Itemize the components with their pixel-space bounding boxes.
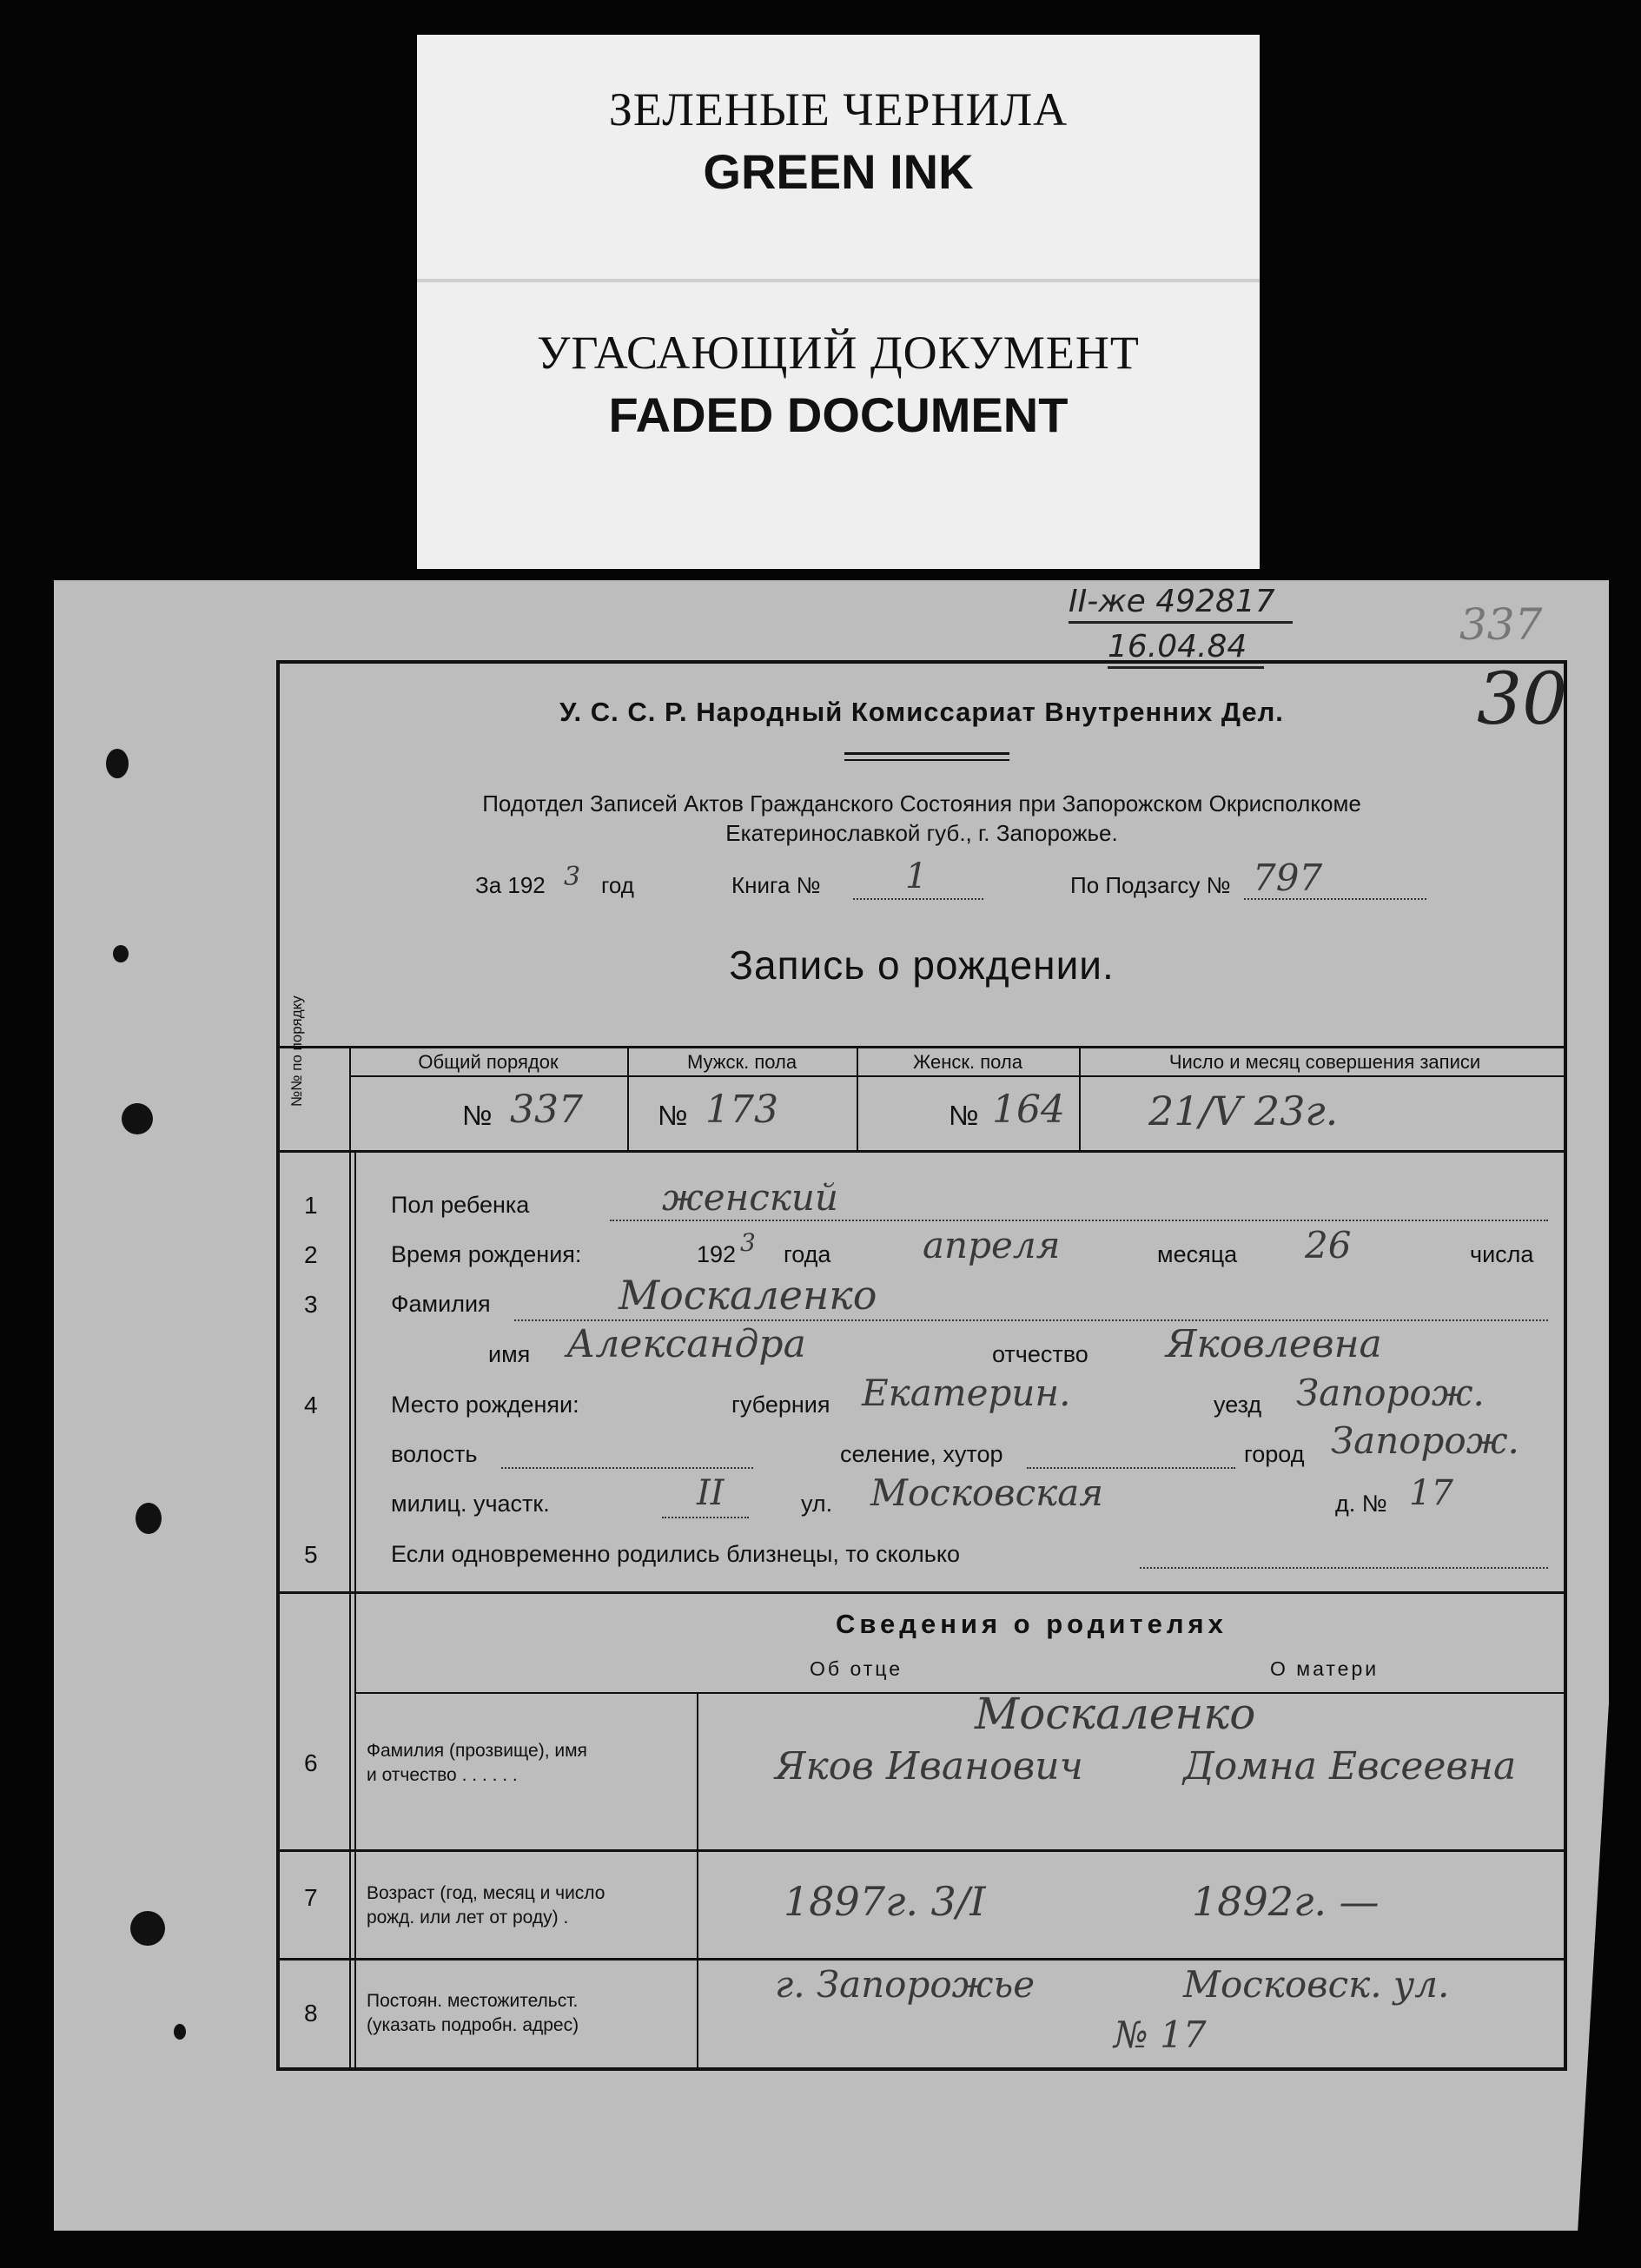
table-header-bottom-rule xyxy=(280,1150,1564,1153)
sex-label: Пол ребенка xyxy=(391,1192,530,1218)
row-rule xyxy=(280,1958,1564,1961)
subzags-label: По Подзагсу № xyxy=(1070,872,1231,898)
twins-label: Если одновременно родились близнецы, то сколько xyxy=(391,1541,960,1567)
father-header: Об отце xyxy=(810,1657,903,1680)
father-residence: г. Запорожье xyxy=(775,1963,1036,2006)
surname-line xyxy=(514,1319,1548,1321)
row-rule xyxy=(354,1692,1564,1694)
row-number: 4 xyxy=(304,1392,318,1418)
birth-year-value: 3 xyxy=(740,1228,756,1257)
mother-name: Домна Евсеевна xyxy=(1183,1744,1517,1789)
militia-label: милиц. участк. xyxy=(391,1491,550,1517)
date-header: Число и месяц совершения записи xyxy=(1168,1051,1481,1073)
general-order-header: Общий порядок xyxy=(418,1051,559,1073)
subzags-line xyxy=(1244,898,1426,900)
year-label: За 192 xyxy=(475,872,546,898)
house-value: 17 xyxy=(1409,1473,1453,1513)
mother-residence: Московск. ул. xyxy=(1183,1963,1450,2006)
twins-line xyxy=(1140,1567,1548,1569)
col-divider xyxy=(349,1046,351,2071)
green-ink-card xyxy=(417,35,1260,295)
birth-day-value: 26 xyxy=(1305,1224,1352,1266)
birth-month-value: апреля xyxy=(923,1224,1061,1266)
row-number: 6 xyxy=(304,1749,318,1776)
row-number: 3 xyxy=(304,1291,318,1318)
general-no-sign: № xyxy=(462,1100,493,1131)
birth-year-label: года xyxy=(784,1241,831,1267)
age-label-1: Возраст (год, месяц и число xyxy=(367,1883,605,1903)
birth-year-prefix: 192 xyxy=(697,1241,737,1267)
label-divider xyxy=(697,1692,698,2071)
faded-ru: УГАСАЮЩИЙ ДОКУМЕНТ xyxy=(537,327,1140,379)
header-rule xyxy=(844,759,1009,761)
male-value: 173 xyxy=(705,1088,778,1132)
residence-label-2: (указать подробн. адрес) xyxy=(367,2015,579,2035)
year-value: 3 xyxy=(564,862,581,892)
row-number: 7 xyxy=(304,1884,318,1911)
militia-value: II xyxy=(697,1473,725,1513)
female-no-sign: № xyxy=(949,1100,979,1131)
male-header: Мужск. пола xyxy=(686,1051,797,1073)
name-label: имя xyxy=(488,1341,531,1367)
header-rule xyxy=(844,752,1009,755)
volost-label: волость xyxy=(391,1441,478,1467)
row-number: 8 xyxy=(304,2000,318,2027)
patronymic-label: отчество xyxy=(992,1341,1088,1367)
sex-line xyxy=(610,1220,1548,1221)
archive-date: 16.04.84 xyxy=(1108,629,1264,669)
table-top-rule xyxy=(280,1046,1564,1048)
gubernia-value: Екатерин. xyxy=(862,1372,1071,1414)
father-age: 1897г. 3/I xyxy=(784,1878,986,1925)
residence-label-1: Постоян. местожительст. xyxy=(367,1991,579,2011)
row-number: 1 xyxy=(304,1192,318,1219)
surname-label: Фамилия xyxy=(391,1291,491,1317)
common-surname: Москаленко xyxy=(975,1689,1256,1739)
gubernia-label: губерния xyxy=(731,1392,830,1418)
birth-day-label: числа xyxy=(1470,1241,1534,1267)
sex-value: женский xyxy=(662,1176,838,1219)
female-value: 164 xyxy=(992,1088,1065,1132)
record-title: Запись о рождении. xyxy=(729,942,1115,988)
book-line xyxy=(853,898,983,900)
age-label-2: рожд. или лет от роду) . xyxy=(367,1908,569,1927)
mother-age: 1892г. — xyxy=(1192,1878,1380,1925)
birth-record-form xyxy=(276,660,1567,2071)
male-no-sign: № xyxy=(658,1100,688,1131)
punch-hole xyxy=(122,1103,153,1134)
archive-ref: II-же 492817 xyxy=(1069,584,1293,624)
year-suffix: год xyxy=(601,872,634,898)
surname-value: Москаленко xyxy=(619,1272,877,1319)
street-label: ул. xyxy=(801,1491,833,1517)
row-number-divider xyxy=(354,1150,356,2071)
punch-hole xyxy=(113,945,129,962)
sheet-number: 30 xyxy=(1477,658,1568,741)
green-ink-en: GREEN INK xyxy=(703,144,974,199)
punch-hole xyxy=(174,2024,186,2040)
parents-top-rule xyxy=(280,1591,1564,1594)
num-header: №№ по порядку xyxy=(288,995,305,1107)
volost-line xyxy=(501,1467,753,1469)
general-value: 337 xyxy=(510,1088,583,1132)
row-number: 2 xyxy=(304,1241,318,1268)
parents-title: Сведения о родителях xyxy=(836,1609,1227,1639)
subzags-value: 797 xyxy=(1253,856,1323,899)
city-value: Запорож. xyxy=(1331,1419,1519,1462)
column-caption-rule xyxy=(349,1075,1564,1077)
subdept-line2: Екатеринославкой губ., г. Запорожье. xyxy=(725,820,1118,846)
house-label: д. № xyxy=(1335,1491,1387,1517)
mother-header: О матери xyxy=(1270,1657,1380,1680)
org-line: У. С. С. Р. Народный Комиссариат Внутренних Дел. xyxy=(559,697,1284,727)
birth-month-label: месяца xyxy=(1157,1241,1238,1267)
punch-hole xyxy=(106,749,129,778)
birthplace-label: Место рожденяи: xyxy=(391,1392,579,1418)
village-label: селение, хутор xyxy=(840,1441,1003,1467)
faded-en: FADED DOCUMENT xyxy=(608,387,1069,442)
names-label-1: Фамилия (прозвище), имя xyxy=(367,1741,587,1761)
female-header: Женск. пола xyxy=(912,1051,1023,1073)
city-label: город xyxy=(1244,1441,1305,1467)
punch-hole xyxy=(130,1911,165,1946)
book-value: 1 xyxy=(905,856,928,896)
book-label: Книга № xyxy=(731,872,821,898)
militia-line xyxy=(662,1517,749,1518)
names-label-2: и отчество . . . . . . xyxy=(367,1765,518,1785)
street-value: Московская xyxy=(870,1471,1104,1514)
residence-number: № 17 xyxy=(1114,2013,1207,2056)
punch-hole xyxy=(136,1503,162,1534)
uezd-value: Запорож. xyxy=(1296,1372,1485,1414)
uezd-label: уезд xyxy=(1214,1392,1262,1418)
subdept-line1: Подотдел Записей Актов Гражданского Состояния при Запорожском Окрисполкоме xyxy=(482,790,1361,817)
father-name: Яков Иванович xyxy=(775,1744,1083,1789)
row-rule xyxy=(280,1849,1564,1852)
village-line xyxy=(1027,1467,1235,1469)
corner-number: 337 xyxy=(1459,599,1543,650)
birth-label: Время рождения: xyxy=(391,1241,582,1267)
faded-document-card xyxy=(417,282,1260,569)
record-date-value: 21/V 23г. xyxy=(1148,1088,1339,1134)
green-ink-ru: ЗЕЛЕНЫЕ ЧЕРНИЛА xyxy=(608,83,1069,136)
patronymic-value: Яковлевна xyxy=(1166,1322,1382,1366)
name-value: Александра xyxy=(566,1322,806,1366)
row-number: 5 xyxy=(304,1541,318,1568)
